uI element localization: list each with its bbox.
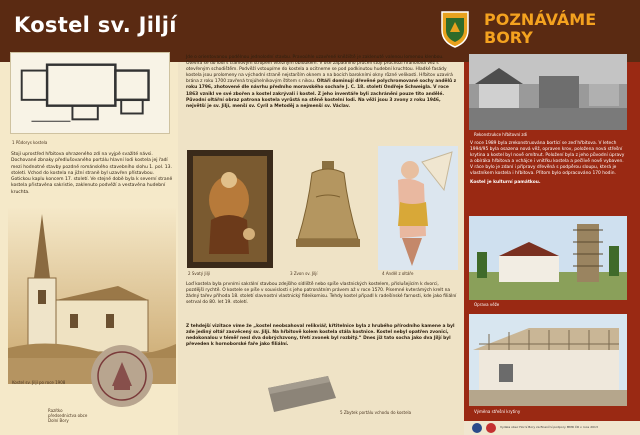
brand-logo <box>484 11 596 47</box>
church-photo-caption: Kostel sv. Jiljí po roce 1908 <box>12 380 66 385</box>
saint-caption: 2 Svatý Jiljí <box>188 271 211 276</box>
right-paragraph <box>470 141 628 186</box>
stamp-caption: Razítko předsednictva obce Dolní Bory <box>48 408 88 423</box>
bell-photo <box>286 157 370 263</box>
eu-logo-icon <box>472 423 482 433</box>
village-crest-icon <box>440 10 470 48</box>
middle-text-history: Jde o orientovanou podélnou jednolodní stavbu. Pravoúhle uzavřené kněžiště je zaklenuté valenou lomenou klenbou. Otevírá se do lodi s trámovým stropem vítězným obloukem. V ose západního průčelí stojí průchozí hranolová věž s otevřeným schodištěm. Podvěží vstoupíme do kostela a ocitneme se pod podkinutou hudební kruchtou. Hladké fasády kostela jsou prolomeny na východní straně nejstarším oknem a na bocích barokními okny různé velikosti. Hřbitov uzavírá brána z roku 1700 zavřená trojúhelníkovým štítem s nikou. <box>186 55 453 85</box>
page-title: Kostel sv. Jiljí <box>14 13 177 37</box>
official-stamp <box>90 344 154 408</box>
stone-caption: 5 Zbytek portálu vchodu do kostela <box>340 410 412 415</box>
middle-paragraph-2: Loď kostela byla prvními sakrální stavbou zdejšího sídliště nebo spíše vlastnických kostelem, příslušejícím k dvorci, pozdější rychtě. O kostele se píše v souvislosti s jeho patronátním právem až v roce 1570. Písemné kvterámých krelt na žádný tařev příhoda 18. století slavnostní vlastnický fideikomisu. Tehdy kostel připadl k radešínské farnosti, kde jako filiální setrval do 80. let 19. století. <box>186 282 457 306</box>
roof-photo-caption: Výměna střešní krytiny <box>474 409 521 414</box>
middle-text-altar: Oltáři dominují dřevěné polychromované sochy andělů z roku 1796, zhotovené dle návrhu předního moravského sochaře J. C. 18. století Ondřeje Schweigla. V roce 1863 vznikl ve své zbořen a kostel zakrývali i kostel. Z jeho inventáře byli zachráněni pouze tito andělé. Původní oltářní obraz patrona kostela vyrůstá na stěně kostelní lodi. Na věži jsou 3 zvony z roku 1946, největší je sv. Jiljí, menší sv. Cyril a Metoděj a nejmenší sv. Václav. <box>186 79 457 109</box>
bell-caption: 3 Zvon sv. Jiljí <box>290 271 318 276</box>
ministry-logo-icon <box>486 423 496 433</box>
middle-paragraph-1 <box>186 55 458 110</box>
middle-paragraph-3: Z tehdejší vizitace víme že „kostel neobsahoval relikvíář, křtitelnice byla z hrubého přírodního kamene a byl zde jediný oltář zasvěcený sv. Jiljí. Na hřbitově kolem kostela stála kostnice. Kostel nebyl opatřen zvonicí, nedokonalou v téměř nesl dva dobrýchzvony, třetí zvonek byl rozbitý.“ Dnes již tato socha jako dva Jiljí byl převeden k hornoborské faře jako filiální. <box>186 324 455 348</box>
tower-repair-photo <box>469 216 627 300</box>
church-floor-plan <box>10 52 170 134</box>
footer-text: Vydala obec Horní Bory za finanční podpory MMR ČR v roce 2013 <box>500 425 598 429</box>
brand-line-2: BORY <box>484 28 533 47</box>
angel-statue-photo <box>378 146 458 270</box>
tower-photo-caption: Oprava věže <box>474 302 500 307</box>
right-text-restoration: V roce 1989 byla zrekonstruována bortící se zeď hřbitova. V letech 1994/95 byla osazena nová věž, opraven krov, položena nová střešní krytina a kostel byl nově omítnut. Položení byla z jeho původní úpravy a obíráka hřbitova a vchájce i vnitřku kostela a pečlivě nově vybaven. V ráce bylo je zdaní i přípravy dřevěná s podpěrou sloupu, která je vlastníkem kostela i hřbitova. Přitom bylo odpracováno 170 hodin. <box>470 141 625 177</box>
left-paragraph: Stojí uprostřed hřbitova ohrazeného zdí na vyjpě svažité návsi. Dochované zbnaky předlušovaného portálu hlavní lodi kostela jej řadí mezi hodnotné stavby pozdně románského stavebního slohu 1. pol. 13. století. Vchod do kostela na jižní straně byl uzavřen přístavbou. Gotickou kaplu koncem 17. století. Ve stejné době byla k severní straně kostela přistavěna sakristie, zaklenuto podvěží a vestavěna hudební kruchta. <box>11 152 173 195</box>
brand-line-1: POZNÁVÁME <box>484 10 597 29</box>
wall-photo-caption: Rekonstrukce hřbitovní zdi <box>474 132 528 137</box>
plan-caption: 1 Půdorys kostela <box>12 140 48 145</box>
cemetery-wall-photo <box>469 54 627 130</box>
angel-caption: 4 Anděl z oltáře <box>382 271 414 276</box>
roof-replacement-photo <box>469 314 627 406</box>
saint-painting <box>187 150 273 268</box>
portal-stone-photo <box>264 370 338 418</box>
right-text-monument: Kostel je kulturní památkou. <box>470 179 541 185</box>
